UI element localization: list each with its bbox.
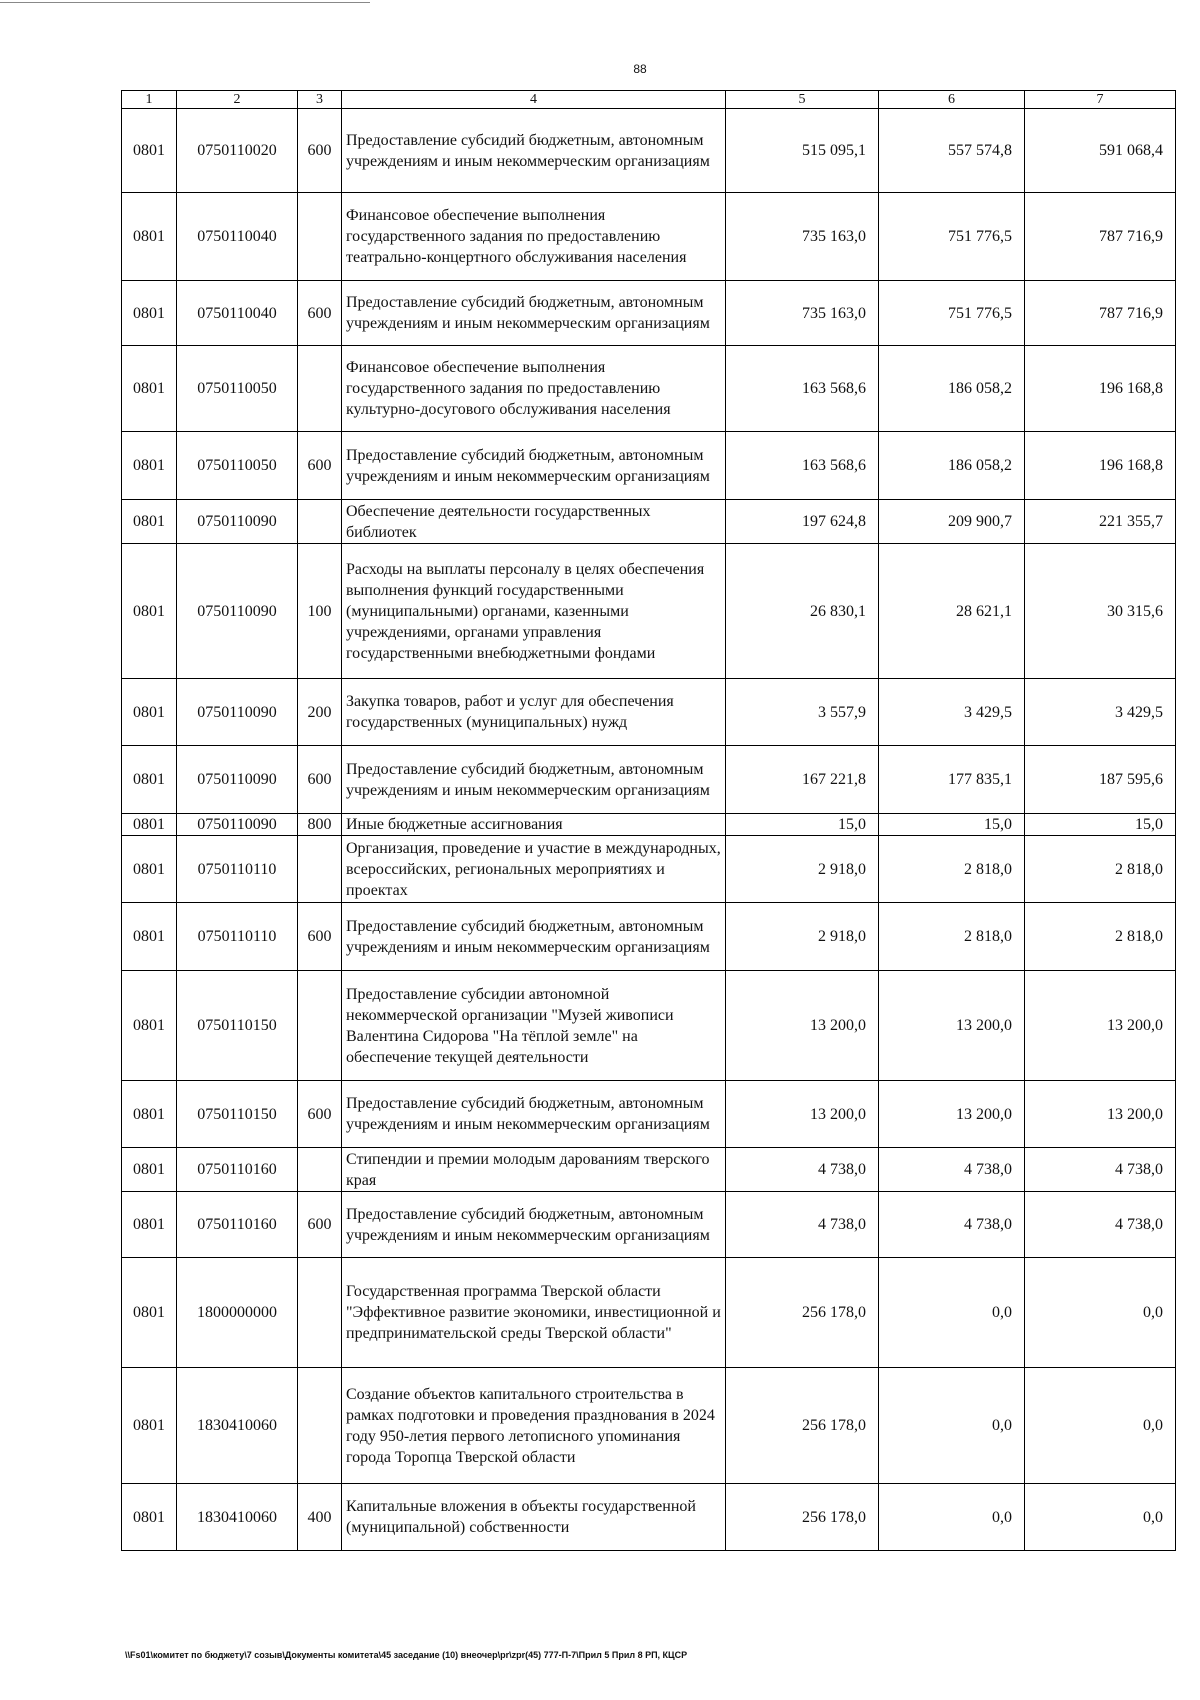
target-article-cell: 1800000000: [177, 1258, 298, 1368]
item-name-cell: Государственная программа Тверской области "Эффективное развитие экономики, инвестиционной и предпринимательской среды Тверской области": [342, 1258, 726, 1368]
column-header: 5: [726, 91, 879, 109]
amount-cell: 4 738,0: [726, 1192, 879, 1258]
amount-cell: 0,0: [1025, 1484, 1176, 1551]
amount-cell: 196 168,8: [1025, 432, 1176, 500]
table-row: [122, 1368, 1176, 1484]
amount-cell: 2 918,0: [726, 903, 879, 971]
amount-cell: 196 168,8: [1025, 346, 1176, 432]
section-code-cell: 0801: [122, 109, 177, 193]
expense-type-cell: [298, 1258, 342, 1368]
expense-type-cell: 600: [298, 746, 342, 814]
amount-cell: 3 429,5: [1025, 679, 1176, 746]
amount-cell: 209 900,7: [879, 500, 1025, 544]
amount-cell: 0,0: [879, 1258, 1025, 1368]
item-name-cell: Закупка товаров, работ и услуг для обеспечения государственных (муниципальных) нужд: [342, 679, 726, 746]
section-code-cell: 0801: [122, 836, 177, 903]
target-article-cell: 0750110040: [177, 193, 298, 281]
amount-cell: 13 200,0: [879, 971, 1025, 1081]
amount-cell: 186 058,2: [879, 432, 1025, 500]
expense-type-cell: [298, 500, 342, 544]
table-row: [122, 193, 1176, 281]
item-name-cell: Предоставление субсидий бюджетным, автономным учреждениям и иным некоммерческим организациям: [342, 109, 726, 193]
amount-cell: 751 776,5: [879, 193, 1025, 281]
amount-cell: 2 818,0: [879, 836, 1025, 903]
target-article-cell: 0750110090: [177, 544, 298, 679]
target-article-cell: 0750110090: [177, 500, 298, 544]
section-code-cell: 0801: [122, 1368, 177, 1484]
target-article-cell: 0750110040: [177, 281, 298, 346]
target-article-cell: 0750110050: [177, 346, 298, 432]
expense-type-cell: [298, 1368, 342, 1484]
amount-cell: 186 058,2: [879, 346, 1025, 432]
amount-cell: 751 776,5: [879, 281, 1025, 346]
section-code-cell: 0801: [122, 746, 177, 814]
amount-cell: 197 624,8: [726, 500, 879, 544]
item-name-cell: Расходы на выплаты персоналу в целях обеспечения выполнения функций государственными (муниципальными) органами, казенными учреждениями, органами управления государственными внебюджетными фондами: [342, 544, 726, 679]
amount-cell: 0,0: [879, 1484, 1025, 1551]
item-name-cell: Капитальные вложения в объекты государственной (муниципальной) собственности: [342, 1484, 726, 1551]
table-row: [122, 1081, 1176, 1148]
target-article-cell: 0750110160: [177, 1192, 298, 1258]
target-article-cell: 0750110050: [177, 432, 298, 500]
section-code-cell: 0801: [122, 544, 177, 679]
amount-cell: 4 738,0: [1025, 1192, 1176, 1258]
target-article-cell: 0750110160: [177, 1148, 298, 1192]
amount-cell: 4 738,0: [879, 1192, 1025, 1258]
item-name-cell: Создание объектов капитального строительства в рамках подготовки и проведения празднования в 2024 году 950-летия первого летописного упоминания города Торопца Тверской области: [342, 1368, 726, 1484]
expense-type-cell: 200: [298, 679, 342, 746]
expense-type-cell: [298, 346, 342, 432]
target-article-cell: 0750110020: [177, 109, 298, 193]
amount-cell: 3 557,9: [726, 679, 879, 746]
column-header: 7: [1025, 91, 1176, 109]
page-number: 88: [633, 62, 647, 76]
amount-cell: 787 716,9: [1025, 193, 1176, 281]
table-row: [122, 1148, 1176, 1192]
amount-cell: 0,0: [1025, 1258, 1176, 1368]
section-code-cell: 0801: [122, 814, 177, 836]
amount-cell: 256 178,0: [726, 1484, 879, 1551]
table-row: [122, 1258, 1176, 1368]
amount-cell: 515 095,1: [726, 109, 879, 193]
budget-table: [121, 90, 1176, 1551]
table-row: [122, 903, 1176, 971]
amount-cell: 0,0: [879, 1368, 1025, 1484]
item-name-cell: Предоставление субсидий бюджетным, автономным учреждениям и иным некоммерческим организациям: [342, 281, 726, 346]
top-rule: [0, 2, 370, 3]
section-code-cell: 0801: [122, 679, 177, 746]
expense-type-cell: [298, 193, 342, 281]
table-row: [122, 109, 1176, 193]
expense-type-cell: 600: [298, 109, 342, 193]
table-row: [122, 281, 1176, 346]
amount-cell: 2 818,0: [879, 903, 1025, 971]
target-article-cell: 0750110150: [177, 971, 298, 1081]
amount-cell: 591 068,4: [1025, 109, 1176, 193]
amount-cell: 187 595,6: [1025, 746, 1176, 814]
column-header: 2: [177, 91, 298, 109]
table-row: [122, 544, 1176, 679]
item-name-cell: Предоставление субсидий бюджетным, автономным учреждениям и иным некоммерческим организациям: [342, 903, 726, 971]
expense-type-cell: [298, 836, 342, 903]
amount-cell: 256 178,0: [726, 1368, 879, 1484]
amount-cell: 735 163,0: [726, 193, 879, 281]
expense-type-cell: [298, 971, 342, 1081]
footer-file-path: \\Fs01\комитет по бюджету\7 созыв\Документы комитета\45 заседание (10) внеочер\pr\zpr(45) 777-П-7\Прил 5 Прил 8 РП, КЦСР: [125, 1650, 688, 1660]
target-article-cell: 0750110090: [177, 746, 298, 814]
table-row: [122, 971, 1176, 1081]
amount-cell: 4 738,0: [1025, 1148, 1176, 1192]
expense-type-cell: 400: [298, 1484, 342, 1551]
item-name-cell: Финансовое обеспечение выполнения государственного задания по предоставлению культурно-досугового обслуживания населения: [342, 346, 726, 432]
target-article-cell: 0750110110: [177, 903, 298, 971]
table-row: [122, 746, 1176, 814]
amount-cell: 2 818,0: [1025, 836, 1176, 903]
amount-cell: 13 200,0: [726, 1081, 879, 1148]
expense-type-cell: 100: [298, 544, 342, 679]
expense-type-cell: 600: [298, 432, 342, 500]
target-article-cell: 0750110150: [177, 1081, 298, 1148]
amount-cell: 2 818,0: [1025, 903, 1176, 971]
table-row: [122, 814, 1176, 836]
target-article-cell: 0750110090: [177, 679, 298, 746]
section-code-cell: 0801: [122, 1258, 177, 1368]
item-name-cell: Предоставление субсидий бюджетным, автономным учреждениям и иным некоммерческим организациям: [342, 1081, 726, 1148]
item-name-cell: Стипендии и премии молодым дарованиям тверского края: [342, 1148, 726, 1192]
item-name-cell: Предоставление субсидий бюджетным, автономным учреждениям и иным некоммерческим организациям: [342, 746, 726, 814]
amount-cell: 13 200,0: [1025, 1081, 1176, 1148]
section-code-cell: 0801: [122, 281, 177, 346]
section-code-cell: 0801: [122, 1192, 177, 1258]
table-row: [122, 500, 1176, 544]
column-header: 6: [879, 91, 1025, 109]
amount-cell: 167 221,8: [726, 746, 879, 814]
section-code-cell: 0801: [122, 193, 177, 281]
amount-cell: 15,0: [879, 814, 1025, 836]
table-row: [122, 432, 1176, 500]
section-code-cell: 0801: [122, 1148, 177, 1192]
expense-type-cell: 800: [298, 814, 342, 836]
target-article-cell: 0750110110: [177, 836, 298, 903]
item-name-cell: Иные бюджетные ассигнования: [342, 814, 726, 836]
amount-cell: 30 315,6: [1025, 544, 1176, 679]
expense-type-cell: [298, 1148, 342, 1192]
table-body: [122, 109, 1176, 1551]
section-code-cell: 0801: [122, 432, 177, 500]
amount-cell: 3 429,5: [879, 679, 1025, 746]
item-name-cell: Финансовое обеспечение выполнения государственного задания по предоставлению театрально-концертного обслуживания населения: [342, 193, 726, 281]
target-article-cell: 0750110090: [177, 814, 298, 836]
target-article-cell: 1830410060: [177, 1368, 298, 1484]
amount-cell: 787 716,9: [1025, 281, 1176, 346]
amount-cell: 13 200,0: [726, 971, 879, 1081]
section-code-cell: 0801: [122, 903, 177, 971]
amount-cell: 4 738,0: [879, 1148, 1025, 1192]
amount-cell: 256 178,0: [726, 1258, 879, 1368]
amount-cell: 557 574,8: [879, 109, 1025, 193]
section-code-cell: 0801: [122, 500, 177, 544]
section-code-cell: 0801: [122, 1081, 177, 1148]
table-row: [122, 346, 1176, 432]
table-row: [122, 836, 1176, 903]
item-name-cell: Предоставление субсидии автономной некоммерческой организации "Музей живописи Валентина Сидорова "На тёплой земле" на обеспечение текущей деятельности: [342, 971, 726, 1081]
amount-cell: 735 163,0: [726, 281, 879, 346]
amount-cell: 163 568,6: [726, 432, 879, 500]
amount-cell: 177 835,1: [879, 746, 1025, 814]
target-article-cell: 1830410060: [177, 1484, 298, 1551]
table-header-row: [122, 91, 1176, 109]
amount-cell: 15,0: [1025, 814, 1176, 836]
amount-cell: 26 830,1: [726, 544, 879, 679]
section-code-cell: 0801: [122, 1484, 177, 1551]
section-code-cell: 0801: [122, 346, 177, 432]
table-row: [122, 1192, 1176, 1258]
expense-type-cell: 600: [298, 1081, 342, 1148]
amount-cell: 2 918,0: [726, 836, 879, 903]
column-header: 1: [122, 91, 177, 109]
item-name-cell: Обеспечение деятельности государственных библиотек: [342, 500, 726, 544]
column-header: 4: [342, 91, 726, 109]
expense-type-cell: 600: [298, 903, 342, 971]
amount-cell: 15,0: [726, 814, 879, 836]
amount-cell: 221 355,7: [1025, 500, 1176, 544]
item-name-cell: Предоставление субсидий бюджетным, автономным учреждениям и иным некоммерческим организациям: [342, 432, 726, 500]
amount-cell: 13 200,0: [1025, 971, 1176, 1081]
section-code-cell: 0801: [122, 971, 177, 1081]
item-name-cell: Организация, проведение и участие в международных, всероссийских, региональных мероприятиях и проектах: [342, 836, 726, 903]
expense-type-cell: 600: [298, 281, 342, 346]
expense-type-cell: 600: [298, 1192, 342, 1258]
table-row: [122, 1484, 1176, 1551]
amount-cell: 0,0: [1025, 1368, 1176, 1484]
amount-cell: 163 568,6: [726, 346, 879, 432]
amount-cell: 13 200,0: [879, 1081, 1025, 1148]
item-name-cell: Предоставление субсидий бюджетным, автономным учреждениям и иным некоммерческим организациям: [342, 1192, 726, 1258]
column-header: 3: [298, 91, 342, 109]
table-row: [122, 679, 1176, 746]
amount-cell: 4 738,0: [726, 1148, 879, 1192]
amount-cell: 28 621,1: [879, 544, 1025, 679]
